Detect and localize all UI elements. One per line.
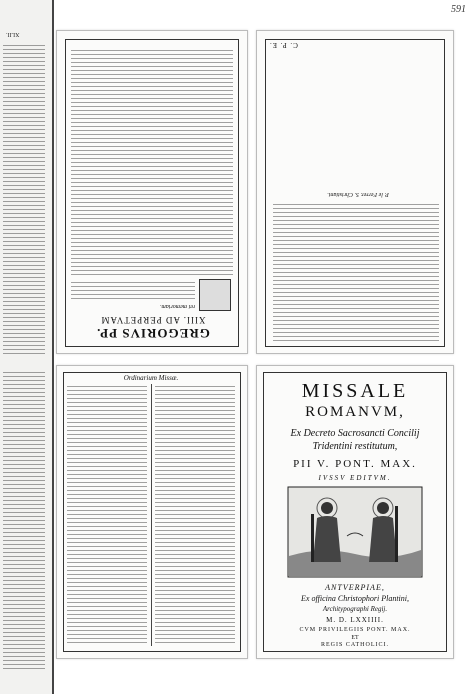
upper-left-page — [56, 30, 248, 354]
title-pius: PII V. PONT. MAX. — [293, 458, 417, 470]
title-page — [256, 365, 454, 659]
left-leaf-text-upper — [3, 45, 45, 355]
brief-heading-tail: rei memoriam. — [159, 303, 195, 309]
brief-body-text — [71, 47, 233, 275]
left-leaf-fragment: XLII. — [6, 31, 20, 37]
upper-right-page — [256, 30, 454, 354]
left-book-leaf — [0, 0, 54, 694]
lower-left-column-2 — [155, 386, 235, 646]
title-iussu: IVSSV EDITVM. — [318, 474, 392, 482]
page-header-mark: C. P. E. — [269, 41, 298, 49]
lower-left-page — [56, 365, 248, 659]
brief-heading-1: GREGORIVS PP. — [96, 326, 210, 341]
page-number: 591 — [451, 4, 466, 15]
title-romanum: ROMANVM, — [305, 404, 405, 420]
title-missale: MISSALE — [301, 380, 409, 402]
privilege-line: CVM PRIVILEGIIS PONT. MAX. — [299, 627, 411, 633]
imprint-printer: Ex officina Christophori Plantini, — [301, 594, 409, 603]
lower-left-column-1 — [67, 386, 147, 646]
privilege-et: ET — [351, 635, 359, 641]
engraving-saints-image — [287, 486, 423, 578]
imprint-city: ANTVERPIAE, — [325, 583, 385, 592]
privilege-regis: REGIS CATHOLICI. — [321, 642, 389, 648]
imprint-title: Architypographi Regij. — [322, 605, 388, 613]
title-tridentini: Tridentini restitutum, — [312, 441, 398, 452]
brief-heading-2: XIII. AD PERPETVAM — [100, 315, 206, 325]
running-head: Ordinarium Missæ. — [123, 374, 179, 382]
imprint-year: M. D. LXXIIII. — [326, 616, 384, 624]
upper-right-body-text — [273, 201, 439, 341]
title-decreto: Ex Decreto Sacrosancti Concilij — [290, 428, 420, 439]
left-leaf-text-lower — [3, 372, 45, 672]
decorated-initial-image — [199, 279, 231, 311]
signature-line: P. le Ferrer. S. Christiani. — [327, 191, 389, 197]
